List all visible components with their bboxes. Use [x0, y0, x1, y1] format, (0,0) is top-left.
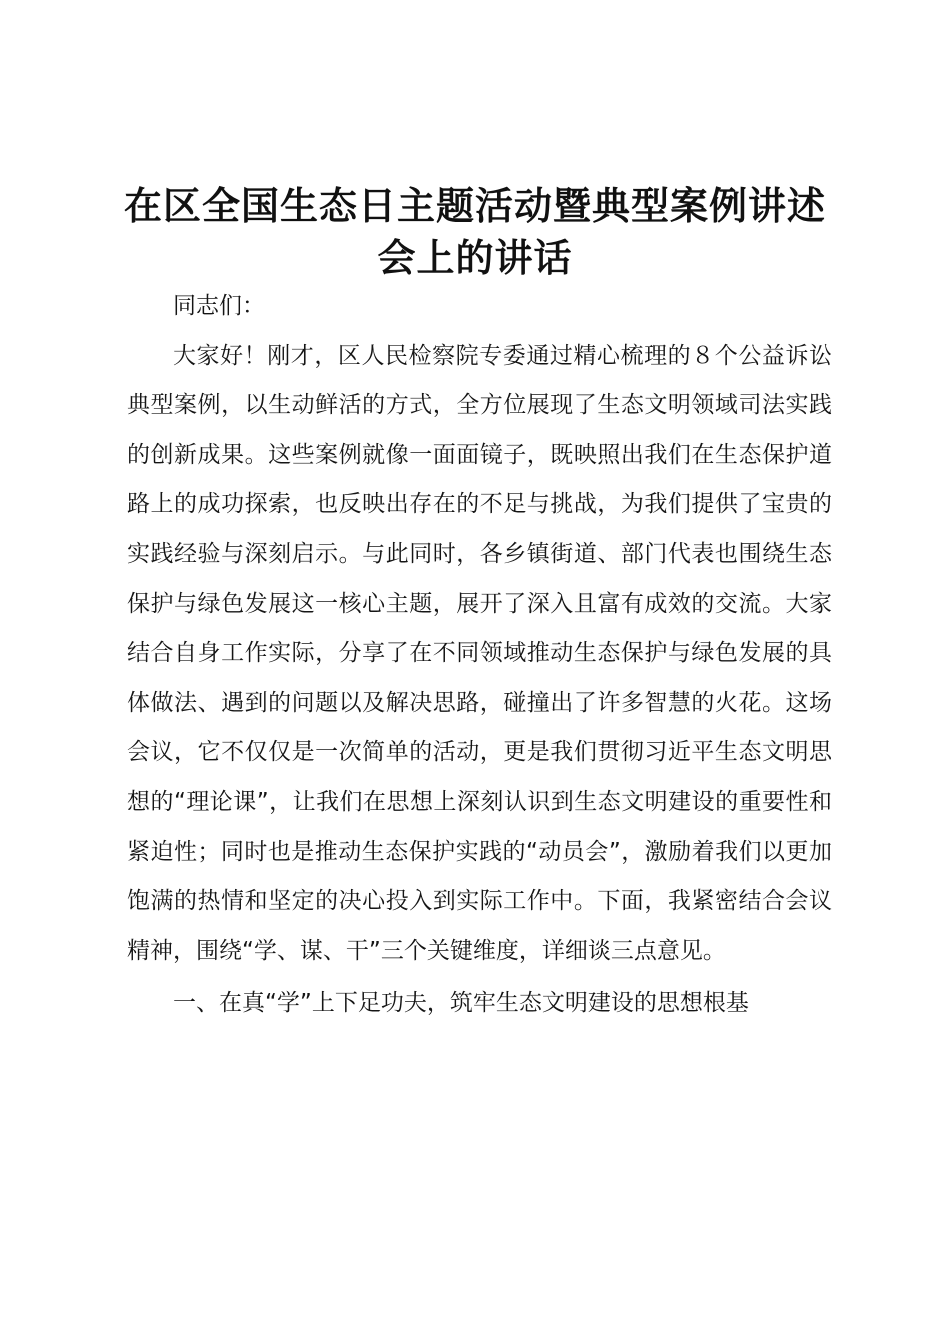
- document-title: 在区全国生态日主题活动暨典型案例讲述会上的讲话: [123, 183, 826, 280]
- body-paragraph: 大家好！刚才，区人民检察院专委通过精心梳理的８个公益诉讼典型案例，以生动鲜活的方式，全方位展现了生态文明领域司法实践的创新成果。这些案例就像一面面镜子，既映照出我们在生态保护道路上的成功探索，也反映出存在的不足与挑战，为我们提供了宝贵的实践经验与深刻启示。与此同时，各乡镇街道、部门代表也围绕生态保护与绿色发展这一核心主题，展开了深入且富有成效的交流。大家结合自身工作实际，分享了在不同领域推动生态保护与绿色发展的具体做法、遇到的问题以及解决思路，碰撞出了许多智慧的火花。这场会议，它不仅仅是一次简单的活动，更是我们贯彻习近平生态文明思想的“理论课”，让我们在思想上深刻认识到生态文明建设的重要性和紧迫性；同时也是推动生态保护实践的“动员会”，激励着我们以更加饱满的热情和坚定的决心投入到实际工作中。下面，我紧密结合会议精神，围绕“学、谋、干”三个关键维度，详细谈三点意见。: [127, 342, 832, 964]
- salutation: 同志们：: [173, 293, 265, 319]
- section-heading: 一、在真“学”上下足功夫，筑牢生态文明建设的思想根基: [173, 990, 749, 1017]
- document-body: [127, 282, 832, 1029]
